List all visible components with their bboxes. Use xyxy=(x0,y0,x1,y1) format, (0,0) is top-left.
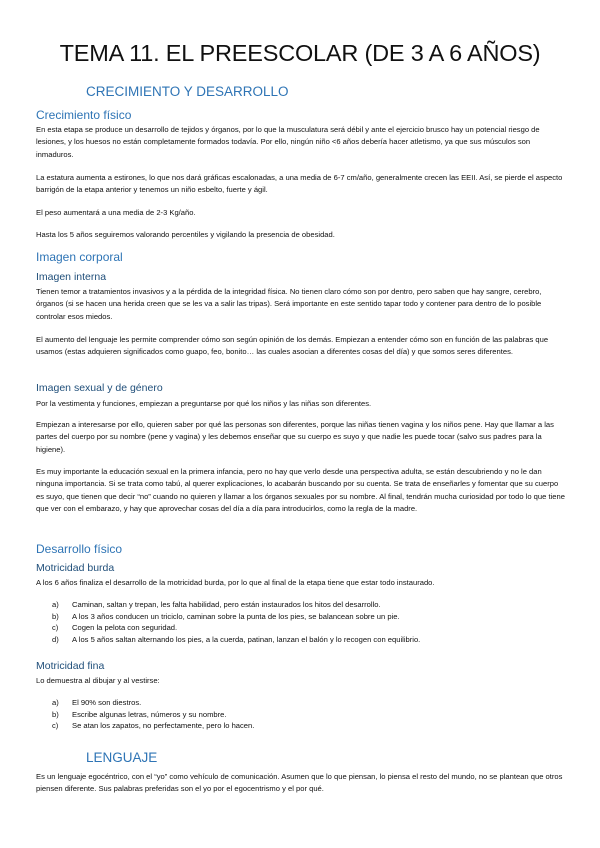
list-item: a) Caminan, saltan y trepan, les falta habilidad, pero están instaurados los hitos del desarrollo. xyxy=(52,600,381,609)
paragraph-crecimiento-1: En esta etapa se produce un desarrollo de tejidos y órganos, por lo que la musculatura será débil y ante el ejercicio brusco hay un potencial riesgo de lesiones, y los huesos no están completamente formados todavía. Por ello, ningún niño <6 años debería hacer atletismo, ya que sus músculos son inmaduros. xyxy=(36,125,540,159)
list-item: c) Cogen la pelota con seguridad. xyxy=(52,623,178,632)
list-item: a) El 90% son diestros. xyxy=(52,698,142,707)
list-motricidad-burda xyxy=(52,599,420,645)
paragraph-crecimiento-3: El peso aumentará a una media de 2-3 Kg/año. xyxy=(36,208,196,217)
heading-motricidad-burda: Motricidad burda xyxy=(36,562,115,574)
paragraph-imagen-sexual-1: Por la vestimenta y funciones, empiezan a preguntarse por qué los niños y las niñas son diferentes. xyxy=(36,399,372,408)
heading-desarrollo-fisico: Desarrollo físico xyxy=(36,542,123,556)
page-title: TEMA 11. EL PREESCOLAR (DE 3 A 6 AÑOS) xyxy=(59,40,541,66)
heading-imagen-corporal: Imagen corporal xyxy=(36,250,123,264)
heading-imagen-sexual: Imagen sexual y de género xyxy=(36,382,163,394)
paragraph-imagen-sexual-2: Empiezan a interesarse por ello, quieren saber por qué las personas son diferentes, porque las niñas tienen vagina y los niños pene. Hay que llamar a las partes del cuerpo por su nombre (pene y vagina) y les debemos enseñar que su cuerpo es suyo y que nadie les puede tocar (salvo sus padres para la higiene). xyxy=(36,420,554,454)
paragraph-motricidad-fina: Lo demuestra al dibujar y al vestirse: xyxy=(36,676,160,685)
list-item: d) A los 5 años saltan alternando los pies, a la cuerda, patinan, lanzan el balón y lo recogen con equilibrio. xyxy=(52,634,421,644)
paragraph-lenguaje: Es un lenguaje egocéntrico, con el “yo” como vehículo de comunicación. Asumen que lo que piensan, lo piensa el resto del mundo, no se plantean que otros piensen diferente. Sus palabras preferidas son el yo por el egocentrismo y el por qué. xyxy=(36,772,563,794)
list-motricidad-fina xyxy=(52,697,254,732)
paragraph-crecimiento-2: La estatura aumenta a estirones, lo que nos dará gráficas escalonadas, a una media de 6-7 cm/año, generalmente crecen las EEII. Así, se pierde el aspecto barrigón de la etapa anterior y tenemos un niño esbelto, fuerte y ágil. xyxy=(36,173,563,195)
list-item: b) Escribe algunas letras, números y su nombre. xyxy=(52,709,227,719)
heading-lenguaje: LENGUAJE xyxy=(86,750,158,765)
heading-crecimiento-fisico: Crecimiento físico xyxy=(36,108,132,122)
paragraph-imagen-sexual-3: Es muy importante la educación sexual en la primera infancia, pero no hay que verlo desde una perspectiva adulta, se están descubriendo y no le dan ninguna importancia. Si se trata como tabú, al querer explicaciones, lo acabarán buscando por su cuenta. Se trata de enseñarles y fomentar que su cuerpo es suyo, que tienen que decir “no” cuando no quieren y llamar a los órganos sexuales por su nombre. Al final, tendrán mucha curiosidad por todo lo que tiene que ver con el embarazo, y hay que aprovechar cosas del día a día para introducirlos, como la regla de la madre. xyxy=(36,467,565,513)
paragraph-imagen-interna-2: El aumento del lenguaje les permite comprender cómo son según opinión de los demás. Empiezan a entender cómo son en función de las palabras que usamos (estas adquieren significados como guapo, feo, bonito… las cuales asocian a diferentes cosas del día) y que somos seres diferentes. xyxy=(36,335,549,357)
heading-motricidad-fina: Motricidad fina xyxy=(36,660,105,672)
paragraph-imagen-interna-1: Tienen temor a tratamientos invasivos y a la pérdida de la integridad física. No tienen claro cómo son por dentro, pero saben que hay sangre, cerebro, órganos (si se hacen una herida creen que se les va a salir las tripas). Será importante en este sentido tapar todo y contener para dentro de lo posible controlar esos miedos. xyxy=(36,287,542,321)
heading-crecimiento-desarrollo: CRECIMIENTO Y DESARROLLO xyxy=(86,84,289,99)
list-item: b) A los 3 años conducen un triciclo, caminan sobre la punta de los pies, se balancean sobre un pie. xyxy=(52,611,400,621)
paragraph-motricidad-burda: A los 6 años finaliza el desarrollo de la motricidad burda, por lo que al final de la etapa tiene que estar todo instaurado. xyxy=(36,578,435,587)
heading-imagen-interna: Imagen interna xyxy=(36,271,107,283)
list-item: c) Se atan los zapatos, no perfectamente, pero lo hacen. xyxy=(52,721,255,730)
paragraph-crecimiento-4: Hasta los 5 años seguiremos valorando percentiles y vigilando la presencia de obesidad. xyxy=(36,230,335,239)
